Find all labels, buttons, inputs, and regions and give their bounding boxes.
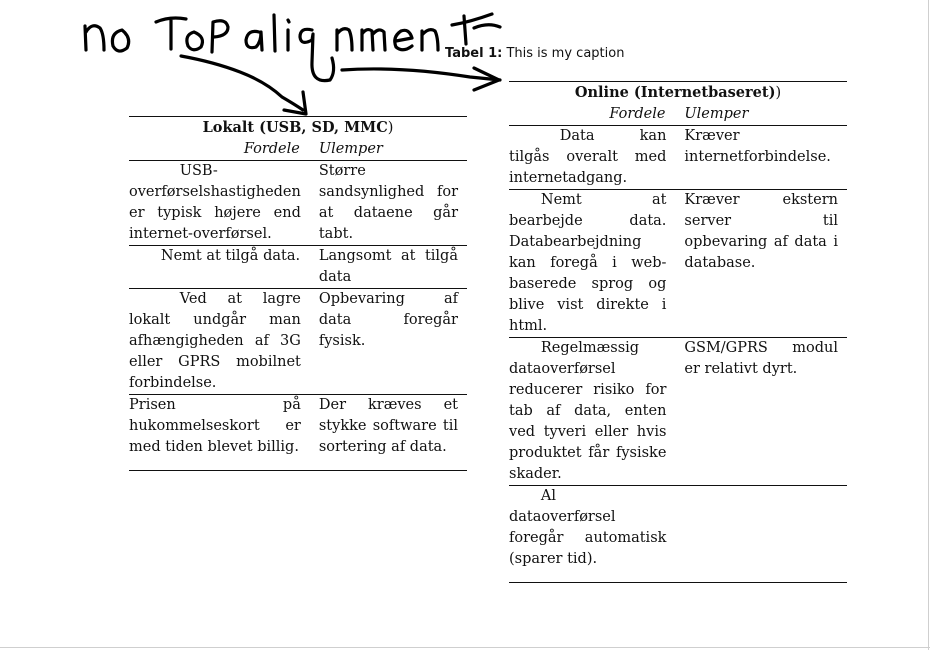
- table-row: [129, 161, 467, 246]
- cell-pros: Ved at lagre lokalt undgår man afhængigheden af 3G eller GPRS mobilnet forbindelse.: [129, 289, 310, 395]
- cell-cons: Langsomt at tilgå data: [310, 246, 467, 289]
- cell-pros: Data kan tilgås overalt med internetadgang.: [509, 126, 675, 190]
- table-row: [129, 246, 467, 289]
- annotation-text: [78, 8, 473, 59]
- table-row: [129, 289, 467, 395]
- cell-cons: GSM/GPRS modul er relativt dyrt.: [675, 338, 847, 486]
- caption-text: This is my caption: [506, 46, 625, 61]
- table-header-row: [129, 117, 467, 140]
- column-header-pros: Fordele: [243, 141, 300, 157]
- cell-pros: USB-overførselshastigheden er typisk højere end internet-overførsel.: [129, 161, 310, 246]
- table-row: [509, 486, 847, 583]
- cell-pros: Regelmæssig dataoverførsel reducerer risiko for tab af data, enten ved tyveri eller hvis produktet får fysiske skader.: [509, 338, 675, 486]
- table-header-row: [509, 82, 847, 105]
- page-bottom-edge: [0, 647, 930, 648]
- cell-cons: [675, 486, 847, 583]
- cell-cons: Der kræves et stykke software til sortering af data.: [310, 395, 467, 471]
- table-online: [509, 81, 847, 583]
- table-caption: [445, 46, 624, 61]
- table-local: [129, 116, 467, 471]
- column-header-row: [509, 104, 847, 126]
- caption-label: Tabel 1:: [445, 46, 503, 61]
- cell-cons: Opbevaring af data foregår fysisk.: [310, 289, 467, 395]
- page-right-edge: [928, 0, 929, 650]
- table-row: [129, 395, 467, 471]
- column-header-cons: Ulemper: [318, 141, 383, 157]
- cell-cons: Større sandsynlighed for at dataene går tabt.: [310, 161, 467, 246]
- column-header-cons: Ulemper: [684, 106, 749, 122]
- column-header-row: [129, 139, 467, 161]
- cell-cons: Kræver ekstern server til opbevaring af data i database.: [675, 190, 847, 338]
- cell-pros: Nemt at tilgå data.: [129, 246, 310, 289]
- column-header-pros: Fordele: [609, 106, 666, 122]
- table-title: Online (Internetbaseret)): [509, 82, 847, 105]
- cell-cons: Kræver internetforbindelse.: [675, 126, 847, 190]
- cell-pros: Prisen på hukommelseskort er med tiden blevet billig.: [129, 395, 310, 471]
- cell-pros: Al dataoverførsel foregår automatisk (sparer tid).: [509, 486, 675, 583]
- cell-pros: Nemt at bearbejde data. Databearbejdning kan foregå i web-baserede sprog og blive vist direkte i html.: [509, 190, 675, 338]
- table-title: Lokalt (USB, SD, MMC): [129, 117, 467, 140]
- table-row: [509, 190, 847, 338]
- table-row: [509, 126, 847, 190]
- table-row: [509, 338, 847, 486]
